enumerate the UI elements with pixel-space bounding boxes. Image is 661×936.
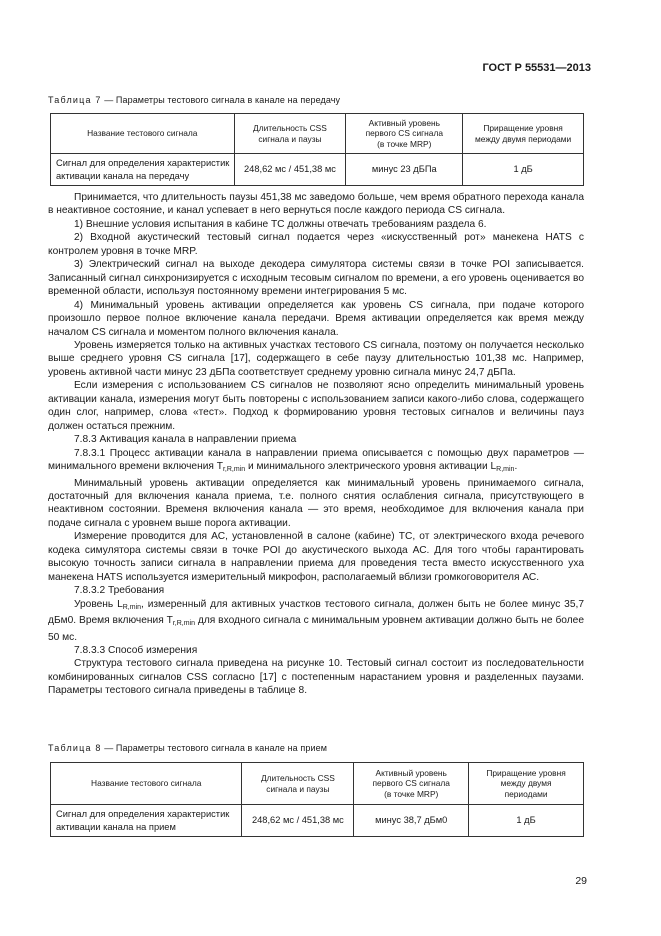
section-heading: 7.8.3 Активация канала в направлении приема [74,434,297,446]
table8-data-row [51,805,584,837]
page-number: 29 [575,875,587,887]
table7-header-cell: Название тестового сигнала [51,114,235,154]
text-run: 7.8.3.1 Процесс активации канала в направлении приема описывается с помощью двух параметров — минимального времени включения T [48,447,584,473]
table8-title: — Параметры тестового сигнала в канале на прием [101,743,327,753]
table8-header-cell: Название тестового сигнала [51,763,242,805]
text-run: для входного сигнала с минимальным уровнем активации должно быть не более 50 мс. [48,615,584,643]
paragraph: 4) Минимальный уровень активации определяется как уровень CS сигнала, при подаче которого произошло первое полное включение канала передачи. Время активации определяется как время между началом CS сигнала и моментом полного включения канала. [48,299,584,338]
paragraph: Принимается, что длительность паузы 451,38 мс заведомо больше, чем время обратного перехода канала в неактивное состояние, и канал успевает в него вернуться после каждого периода CS сигнала. [48,192,584,217]
subscript: r,R,min [222,466,246,474]
table8 [50,762,584,837]
paragraph: Измерение проводится для АС, установленной в салоне (кабине) ТС, от электрического входа речевого кодека симулятора системы связи в точке POI до акустического выхода АС. Для того чтобы гарантировать высокую точность записи сигнала в направлении приема для проведения теста вместо искусственного уха манекена HATS используется измерительный микрофон, располагаемый вблизи громкоговорителя АС. [48,531,584,583]
paragraph [48,447,584,477]
paragraph [48,598,584,644]
table7-cell: Сигнал для определения характеристик активации канала на передачу [51,154,235,186]
table7-cell: 1 дБ [463,154,584,186]
table7-header-cell: Длительность CSS сигнала и паузы [234,114,346,154]
table7-header-cell: Активный уровень первого CS сигнала (в точке MRP) [346,114,463,154]
table8-header-cell: Приращение уровня между двумя периодами [469,763,584,805]
paragraph: Если измерения с использованием CS сигналов не позволяют ясно определить минимальный уровень активации канала, измерения могут быть повторены с использованием записи какого-либо слова, содержащего один слог, например, слова «тест». Подход к формированию уровня тестовых сигналов и величины пауз должен остаться прежним. [48,380,584,432]
body-text [48,191,584,698]
text-run: Уровень L [74,598,123,610]
table7 [50,113,584,186]
table8-cell: Сигнал для определения характеристик активации канала на прием [51,805,242,837]
table7-label: Таблица 7 [48,95,102,105]
paragraph: 1) Внешние условия испытания в кабине ТС должны отвечать требованиям раздела 6. [74,218,487,230]
subsection-heading: 7.8.3.2 Требования [74,585,165,597]
table7-header-cell: Приращение уровня между двумя периодами [463,114,584,154]
table8-cell: 1 дБ [469,805,584,837]
paragraph: Структура тестового сигнала приведена на рисунке 10. Тестовый сигнал состоит из последовательности комбинированных сигналов CSS согласно [17] с постепенным нарастанием уровня и разделенных паузами. Параметры тестового сигнала приведены в таблице 8. [48,658,584,697]
table8-header-cell: Длительность CSS сигнала и паузы [242,763,354,805]
table8-cell: 248,62 мс / 451,38 мс [242,805,354,837]
table8-header-row [51,763,584,805]
standard-header: ГОСТ Р 55531—2013 [482,62,591,74]
table8-cell: минус 38,7 дБм0 [354,805,469,837]
table7-header-row [51,114,584,154]
table7-title: — Параметры тестового сигнала в канале на передачу [101,95,341,105]
table7-caption [48,95,340,105]
subscript: R,min [122,603,142,611]
table8-label: Таблица 8 [48,743,102,753]
text-run: . [514,461,518,473]
text-run: , измеренный для активных участков тестового сигнала, должен быть не более минус 35,7 дБм0. Время включения T [48,598,584,627]
table8-header-cell: Активный уровень первого CS сигнала (в точке MRP) [354,763,469,805]
paragraph: 2) Входной акустический тестовый сигнал подается через «искусственный рот» манекена HATS с контролем уровня в точке MRP. [48,232,584,257]
paragraph: Уровень измеряется только на активных участках тестового CS сигнала, поэтому он получается несколько выше среднего уровня CS сигнала [17], содержащего в себе паузу длительностью 101,38 мс. Например, уровень активной части минус 23 дБПа соответствует среднему уровню сигнала минус 24,7 дБПа. [48,339,584,378]
text-run: и минимального электрического уровня активации L [245,461,497,473]
table8-caption [48,743,327,753]
subscript: R,min [496,466,515,474]
subsection-heading: 7.8.3.3 Способ измерения [74,644,198,656]
table7-data-row [51,154,584,186]
table7-cell: минус 23 дБПа [346,154,463,186]
paragraph: Минимальный уровень активации определяется как минимальный уровень принимаемого сигнала, достаточный для включения канала приема, т.е. полного снятия ослабления сигнала, присутствующего в неактивном состоянии. Временя включения канала — это время, необходимое для включения канала при подаче сигнала с уровнем выше порога активации. [48,477,584,529]
table7-cell: 248,62 мс / 451,38 мс [234,154,346,186]
subscript: r,R,min [172,620,195,628]
paragraph: 3) Электрический сигнал на выходе декодера симулятора системы связи в точке POI записывается. Записанный сигнал синхронизируется с исходным тесовым сигналом по времени, а его уровень оценивается во временной области, используя постоянному времени интегрирования 5 мс. [48,259,584,298]
